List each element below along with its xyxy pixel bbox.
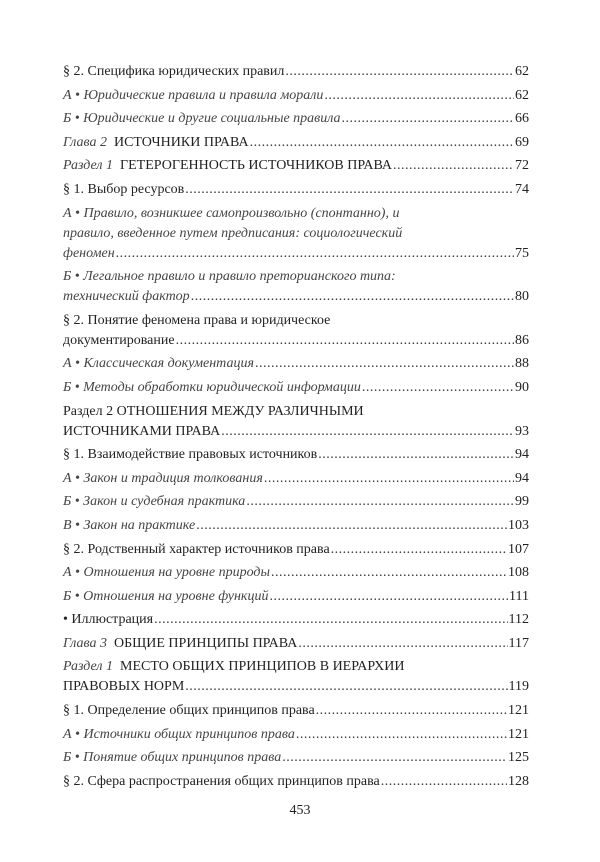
- toc-entry-line: [63, 563, 529, 583]
- toc-entry-page: 121: [508, 726, 529, 742]
- toc-entry-prefix: А •: [63, 87, 80, 103]
- toc-entry-line: [63, 748, 529, 768]
- toc-entry-line: [63, 311, 529, 331]
- toc-entry-page: 112: [508, 612, 529, 628]
- toc-entry[interactable]: [63, 402, 529, 442]
- toc-entry-page: 80: [515, 289, 529, 305]
- toc-entry-text-wrap: [63, 206, 399, 221]
- toc-entry-line: [63, 492, 529, 512]
- dot-leader: [196, 516, 507, 536]
- toc-entry-text-wrap: [63, 748, 281, 768]
- toc-entry-line: [63, 133, 529, 153]
- toc-entry[interactable]: [63, 86, 529, 106]
- toc-entry-title: Иллюстрация: [71, 612, 154, 628]
- toc-entry-line: [63, 610, 529, 630]
- toc-entry-text-wrap: [63, 244, 115, 264]
- toc-entry-line: [63, 422, 529, 442]
- toc-entry-text-wrap: [63, 492, 245, 512]
- toc-entry[interactable]: [63, 109, 529, 129]
- toc-entry-line: [63, 86, 529, 106]
- toc-entry-line: [63, 244, 529, 264]
- toc-entry[interactable]: [63, 634, 529, 654]
- toc-entry-prefix: А •: [63, 470, 80, 486]
- toc-entry-text-wrap: [63, 109, 341, 129]
- toc-entry[interactable]: [63, 516, 529, 536]
- page-number: 453: [289, 803, 311, 818]
- toc-entry-line: [63, 180, 529, 200]
- toc-entry-text-wrap: [63, 378, 361, 398]
- toc-entry-page: 69: [515, 134, 529, 150]
- toc-entry-prefix: Глава 2: [63, 134, 107, 150]
- toc-entry-prefix: Раздел 1: [63, 158, 114, 174]
- toc-entry-title: Легальное правило и правило преторианского типа:: [83, 269, 396, 285]
- dot-leader: [269, 587, 508, 607]
- toc-entry-page: 72: [515, 158, 529, 174]
- dot-leader: [154, 610, 507, 630]
- toc-entry-line: [63, 402, 529, 422]
- toc-entry-title: Закон и традиция толкования: [83, 470, 263, 486]
- toc-entry[interactable]: [63, 587, 529, 607]
- toc-entry-line: [63, 725, 529, 745]
- toc-entry-page: 103: [508, 517, 529, 533]
- toc-entry-prefix: § 1.: [63, 181, 84, 197]
- toc-entry[interactable]: [63, 62, 529, 82]
- toc-entry-line: [63, 354, 529, 374]
- dot-leader: [296, 725, 507, 745]
- toc-entry-page: 128: [508, 773, 529, 789]
- toc-entry[interactable]: [63, 725, 529, 745]
- toc-entry-title: ОТНОШЕНИЯ МЕЖДУ РАЗЛИЧНЫМИ: [116, 403, 364, 419]
- toc-entry-line: [63, 516, 529, 536]
- toc-entry-prefix: Б •: [63, 269, 80, 285]
- toc-entry-title: Правило, возникшее самопроизвольно (спонтанно), и: [83, 205, 400, 221]
- toc-entry[interactable]: [63, 311, 529, 351]
- toc-entry-line: [63, 469, 529, 489]
- toc-entry[interactable]: [63, 469, 529, 489]
- toc-entry[interactable]: [63, 610, 529, 630]
- dot-leader: [285, 62, 514, 82]
- toc-entry-text-wrap: [63, 86, 323, 106]
- toc-entry-line: [63, 378, 529, 398]
- toc-entry-text-wrap: [63, 701, 315, 721]
- toc-entry-title: ИСТОЧНИКИ ПРАВА: [113, 134, 249, 150]
- toc-entry-text-wrap: [63, 563, 270, 583]
- toc-entry-page: 93: [515, 423, 529, 439]
- toc-entry[interactable]: [63, 180, 529, 200]
- toc-entry-page: 62: [515, 64, 529, 79]
- toc-entry-title: правило, введенное путем предписания: социологический: [63, 225, 403, 241]
- toc-entry[interactable]: [63, 156, 529, 176]
- toc-entry[interactable]: [63, 133, 529, 153]
- toc-entry-title: ИСТОЧНИКАМИ ПРАВА: [63, 423, 221, 439]
- toc-entry-line: [63, 677, 529, 697]
- toc-entry-text-wrap: [63, 354, 254, 374]
- toc-entry-title: Сфера распространения общих принципов права: [87, 773, 380, 789]
- toc-entry-page: 90: [515, 379, 529, 395]
- dot-leader: [324, 86, 514, 106]
- toc-entry-line: [63, 634, 529, 654]
- dot-leader: [176, 331, 514, 351]
- toc-entry-title: Юридические правила и правила морали: [83, 87, 324, 103]
- toc-entry-title: Определение общих принципов права: [87, 703, 315, 719]
- dot-leader: [185, 677, 507, 697]
- toc-entry-title: МЕСТО ОБЩИХ ПРИНЦИПОВ В ИЕРАРХИИ: [120, 659, 405, 675]
- toc-entry-title: документирование: [63, 332, 175, 348]
- toc-entry-title: Закон на практике: [83, 517, 196, 533]
- toc-entry-title: Классическая документация: [83, 356, 254, 372]
- toc-entry-text-wrap: [63, 659, 404, 674]
- dot-leader: [264, 469, 514, 489]
- toc-entry-prefix: Раздел 2: [63, 403, 114, 419]
- toc-entry-line: [63, 587, 529, 607]
- toc-entry-page: 94: [515, 470, 529, 486]
- toc-entry-line: [63, 62, 529, 82]
- toc-entry-line: [63, 109, 529, 129]
- dot-leader: [331, 540, 507, 560]
- toc-entry-text-wrap: [63, 287, 190, 307]
- toc-entry-title: Понятие общих принципов права: [83, 750, 282, 766]
- dot-leader: [271, 563, 507, 583]
- dot-leader: [246, 492, 514, 512]
- toc-entry-title: ОБЩИЕ ПРИНЦИПЫ ПРАВА: [113, 635, 298, 651]
- toc-entry-line: [63, 701, 529, 721]
- toc-entry-prefix: Б •: [63, 111, 80, 127]
- dot-leader: [221, 422, 514, 442]
- dot-leader: [255, 354, 514, 374]
- toc-entry-prefix: А •: [63, 565, 80, 581]
- toc-entry-title: Закон и судебная практика: [83, 494, 246, 510]
- toc-entry-page: 62: [515, 87, 529, 103]
- toc-entry-page: 121: [508, 703, 529, 719]
- toc-entry[interactable]: [63, 563, 529, 583]
- toc-entry-prefix: Б •: [63, 379, 80, 395]
- dot-leader: [116, 244, 514, 264]
- toc-entry-prefix: А •: [63, 726, 80, 742]
- toc-entry[interactable]: [63, 540, 529, 560]
- toc-entry-title: феномен: [63, 245, 115, 261]
- toc-entry-text-wrap: [63, 62, 284, 82]
- toc-entry-prefix: Глава 3: [63, 635, 107, 651]
- toc-entry-text-wrap: [63, 226, 402, 241]
- toc-entry-prefix: § 2.: [63, 64, 84, 79]
- dot-leader: [342, 109, 514, 129]
- toc-entry-line: [63, 540, 529, 560]
- toc-entry-line: [63, 331, 529, 351]
- dot-leader: [298, 634, 507, 654]
- toc-entry-line: [63, 657, 529, 677]
- toc-entry-page: 108: [508, 565, 529, 581]
- toc-entry-text-wrap: [63, 634, 297, 654]
- toc-entry[interactable]: [63, 657, 529, 697]
- dot-leader: [282, 748, 507, 768]
- toc-entry-prefix: § 2.: [63, 773, 84, 789]
- toc-entry-title: Отношения на уровне природы: [83, 565, 270, 581]
- toc-entry-page: 99: [515, 494, 529, 510]
- toc-entry-text-wrap: [63, 133, 249, 153]
- toc-entry-prefix: Раздел 1: [63, 659, 114, 675]
- toc-entry-title: Источники общих принципов права: [83, 726, 295, 742]
- toc-entry-title: Юридические и другие социальные правила: [83, 111, 341, 127]
- toc-entry-text-wrap: [63, 772, 380, 792]
- toc-entry-text-wrap: [63, 540, 330, 560]
- table-of-contents: [63, 62, 529, 795]
- toc-entry-prefix: § 1.: [63, 447, 84, 463]
- dot-leader: [185, 180, 514, 200]
- toc-entry-text-wrap: [63, 516, 195, 536]
- toc-entry[interactable]: [63, 378, 529, 398]
- toc-entry-line: [63, 156, 529, 176]
- toc-entry-prefix: А •: [63, 356, 80, 372]
- toc-entry-page: 119: [508, 679, 529, 695]
- toc-entry-title: Понятие феномена права и юридическое: [87, 312, 331, 328]
- toc-entry-title: ПРАВОВЫХ НОРМ: [63, 679, 185, 695]
- toc-entry-text-wrap: [63, 610, 153, 630]
- toc-entry-text-wrap: [63, 269, 396, 284]
- dot-leader: [250, 133, 514, 153]
- dot-leader: [316, 701, 507, 721]
- toc-entry-text-wrap: [63, 422, 220, 442]
- toc-entry-page: 75: [515, 245, 529, 261]
- toc-entry-text-wrap: [63, 677, 184, 697]
- toc-entry[interactable]: [63, 445, 529, 465]
- toc-entry[interactable]: [63, 204, 529, 264]
- toc-entry-line: [63, 287, 529, 307]
- toc-entry-page: 111: [509, 588, 529, 604]
- dot-leader: [393, 156, 514, 176]
- toc-entry[interactable]: [63, 772, 529, 792]
- dot-leader: [362, 378, 514, 398]
- toc-entry-page: 125: [508, 750, 529, 766]
- toc-entry-page: 74: [515, 181, 529, 197]
- toc-entry-prefix: § 1.: [63, 703, 84, 719]
- toc-entry-line: [63, 267, 529, 287]
- toc-entry-title: ГЕТЕРОГЕННОСТЬ ИСТОЧНИКОВ ПРАВА: [120, 158, 393, 174]
- toc-entry-prefix: Б •: [63, 750, 80, 766]
- toc-entry-prefix: В •: [63, 517, 80, 533]
- toc-entry-title: Методы обработки юридической информации: [83, 379, 361, 395]
- toc-entry-prefix: § 2.: [63, 312, 84, 328]
- toc-entry[interactable]: [63, 267, 529, 307]
- toc-entry-page: 86: [515, 332, 529, 348]
- toc-entry-text-wrap: [63, 404, 364, 419]
- toc-entry-title: Выбор ресурсов: [87, 181, 185, 197]
- toc-entry-title: Отношения на уровне функций: [83, 588, 269, 604]
- toc-entry-prefix: •: [63, 612, 68, 628]
- toc-entry-line: [63, 224, 529, 244]
- toc-entry-title: Взаимодействие правовых источников: [87, 447, 318, 463]
- toc-entry-page: 117: [508, 635, 529, 651]
- toc-entry-line: [63, 772, 529, 792]
- toc-entry-prefix: А •: [63, 205, 80, 221]
- toc-entry-text-wrap: [63, 180, 184, 200]
- toc-entry-title: Родственный характер источников права: [87, 541, 330, 557]
- toc-entry-prefix: § 2.: [63, 541, 84, 557]
- dot-leader: [191, 287, 514, 307]
- toc-entry-text-wrap: [63, 313, 330, 328]
- toc-entry-text-wrap: [63, 469, 263, 489]
- toc-entry-prefix: Б •: [63, 588, 80, 604]
- toc-entry-page: 88: [515, 356, 529, 372]
- toc-entry-prefix: Б •: [63, 494, 80, 510]
- dot-leader: [318, 445, 514, 465]
- toc-entry-text-wrap: [63, 331, 175, 351]
- toc-entry-page: 107: [508, 541, 529, 557]
- toc-entry[interactable]: [63, 701, 529, 721]
- toc-entry-page: 94: [515, 447, 529, 463]
- dot-leader: [381, 772, 507, 792]
- toc-entry[interactable]: [63, 492, 529, 512]
- toc-entry-title: технический фактор: [63, 289, 190, 305]
- toc-entry-line: [63, 445, 529, 465]
- toc-entry[interactable]: [63, 354, 529, 374]
- toc-entry-title: Специфика юридических правил: [87, 64, 285, 79]
- toc-entry[interactable]: [63, 748, 529, 768]
- toc-entry-text-wrap: [63, 587, 268, 607]
- toc-entry-text-wrap: [63, 445, 317, 465]
- toc-entry-line: [63, 204, 529, 224]
- toc-entry-page: 66: [515, 111, 529, 127]
- toc-entry-text-wrap: [63, 725, 295, 745]
- toc-entry-text-wrap: [63, 156, 392, 176]
